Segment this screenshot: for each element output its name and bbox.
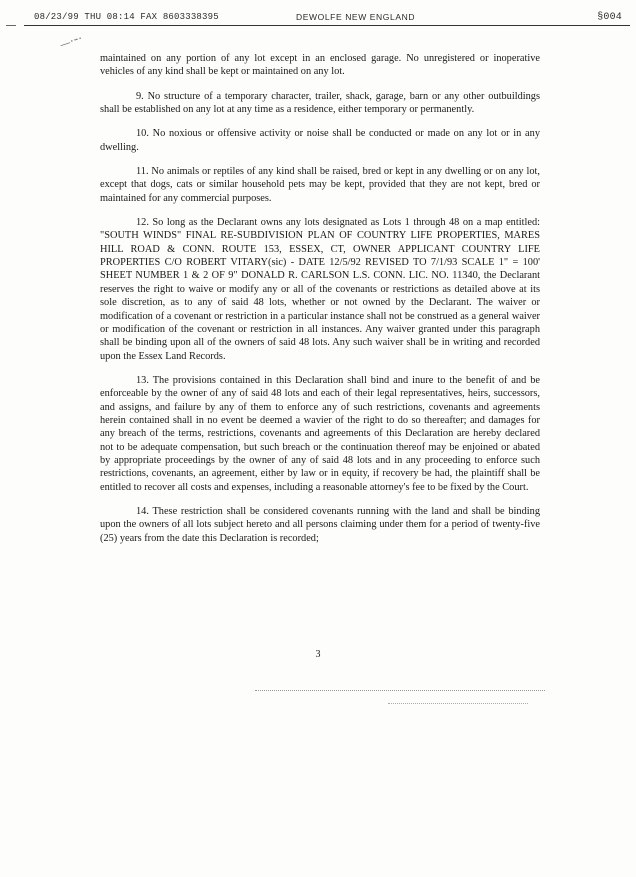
fax-page-counter: §004 bbox=[597, 12, 622, 23]
document-body bbox=[100, 52, 540, 556]
handwritten-mark: — · ·· · bbox=[58, 33, 83, 51]
fax-header bbox=[34, 8, 622, 26]
paragraph-11: 11. No animals or reptiles of any kind shall be raised, bred or kept in any dwelling or on any lot, except that dogs, cats or similar household pets may be kept, provided that they are not kept, bred or maintained for any commercial purposes. bbox=[100, 166, 540, 204]
paragraph-10: 10. No noxious or offensive activity or noise shall be conducted or made on any lot or in any dwelling. bbox=[100, 128, 540, 153]
paragraph-13: 13. The provisions contained in this Declaration shall bind and inure to the benefit of and be enforceable by the owner of any of said 48 lots and each of their legal representatives, heirs, successors, and assigns, and failure by any of them to enforce any of such restrictions, covenants and agreements herein contained shall in no event be deemed a wavier of the right to do so thereafter; and damages for any breach of the terms, restrictions, covenants and agreements of this Declaration are hereby declared not to be adequate compensation, but such breach or the continuation thereof may be enjoined or abated by appropriate proceedings by the owner of any of said 48 lots and in any proceeding to enforce such restrictions, covenants, an agreement, either by law or in equity, if recovery be had, the plaintiff shall be entitled to recover all costs and expenses, including a reasonable attorney's fee to be fixed by the Court. bbox=[100, 374, 540, 493]
paragraph-continuation: maintained on any portion of any lot except in an enclosed garage. No unregistered or inoperative vehicles of any kind shall be kept or maintained on any lot. bbox=[100, 53, 540, 78]
header-rule bbox=[24, 25, 630, 26]
paragraph-14: 14. These restriction shall be considered covenants running with the land and shall be binding upon the owners of all lots subject hereto and all persons claiming under them for a period of twenty-five (25) years from the date this Declaration is recorded; bbox=[100, 505, 540, 544]
fax-sender-name: DEWOLFE NEW ENGLAND bbox=[296, 12, 416, 22]
fax-transmission-stamp: 08/23/99 THU 08:14 FAX 8603338395 bbox=[34, 12, 219, 22]
paragraph-12: 12. So long as the Declarant owns any lots designated as Lots 1 through 48 on a map entitled: "SOUTH WINDS" FINAL RE-SUBDIVISION PLAN OF COUNTRY LIFE PROPERTIES, MARES HILL ROAD & CONN. ROUTE 153, ESSEX, CT, OWNER APPLICANT COUNTRY LIFE PROPERTIES C/O ROBERT VITARY(sic) - DATE 12/5/92 REVISED TO 7/1/93 SCALE 1" = 100' SHEET NUMBER 1 & 2 OF 9" DONALD R. CARLSON L.S. CONN. LIC. NO. 11340, the Declarant reserves the right to waive or modify any or all of the covenants or restrictions as detailed above at its sole discretion, as to any of said 48 lots, whether or not owned by the Declarant. The waiver or modification of a covenant or restriction in a particular instance shall not be construed as a general waiver or modification of the covenant or restriction in all instances. Any waiver granted under this paragraph shall be binding upon all of the owners of said 48 lots. Any such waiver shall be in writing and recorded upon the Essex Land Records. bbox=[100, 217, 540, 362]
scan-artifact bbox=[255, 690, 545, 693]
scan-artifact bbox=[388, 703, 528, 706]
page-number: 3 bbox=[315, 649, 321, 660]
paragraph-9: 9. No structure of a temporary character, trailer, shack, garage, barn or any other outbuildings shall be established on any lot at any time as a residence, either temporary or permanently. bbox=[100, 90, 540, 116]
margin-mark bbox=[6, 25, 16, 26]
